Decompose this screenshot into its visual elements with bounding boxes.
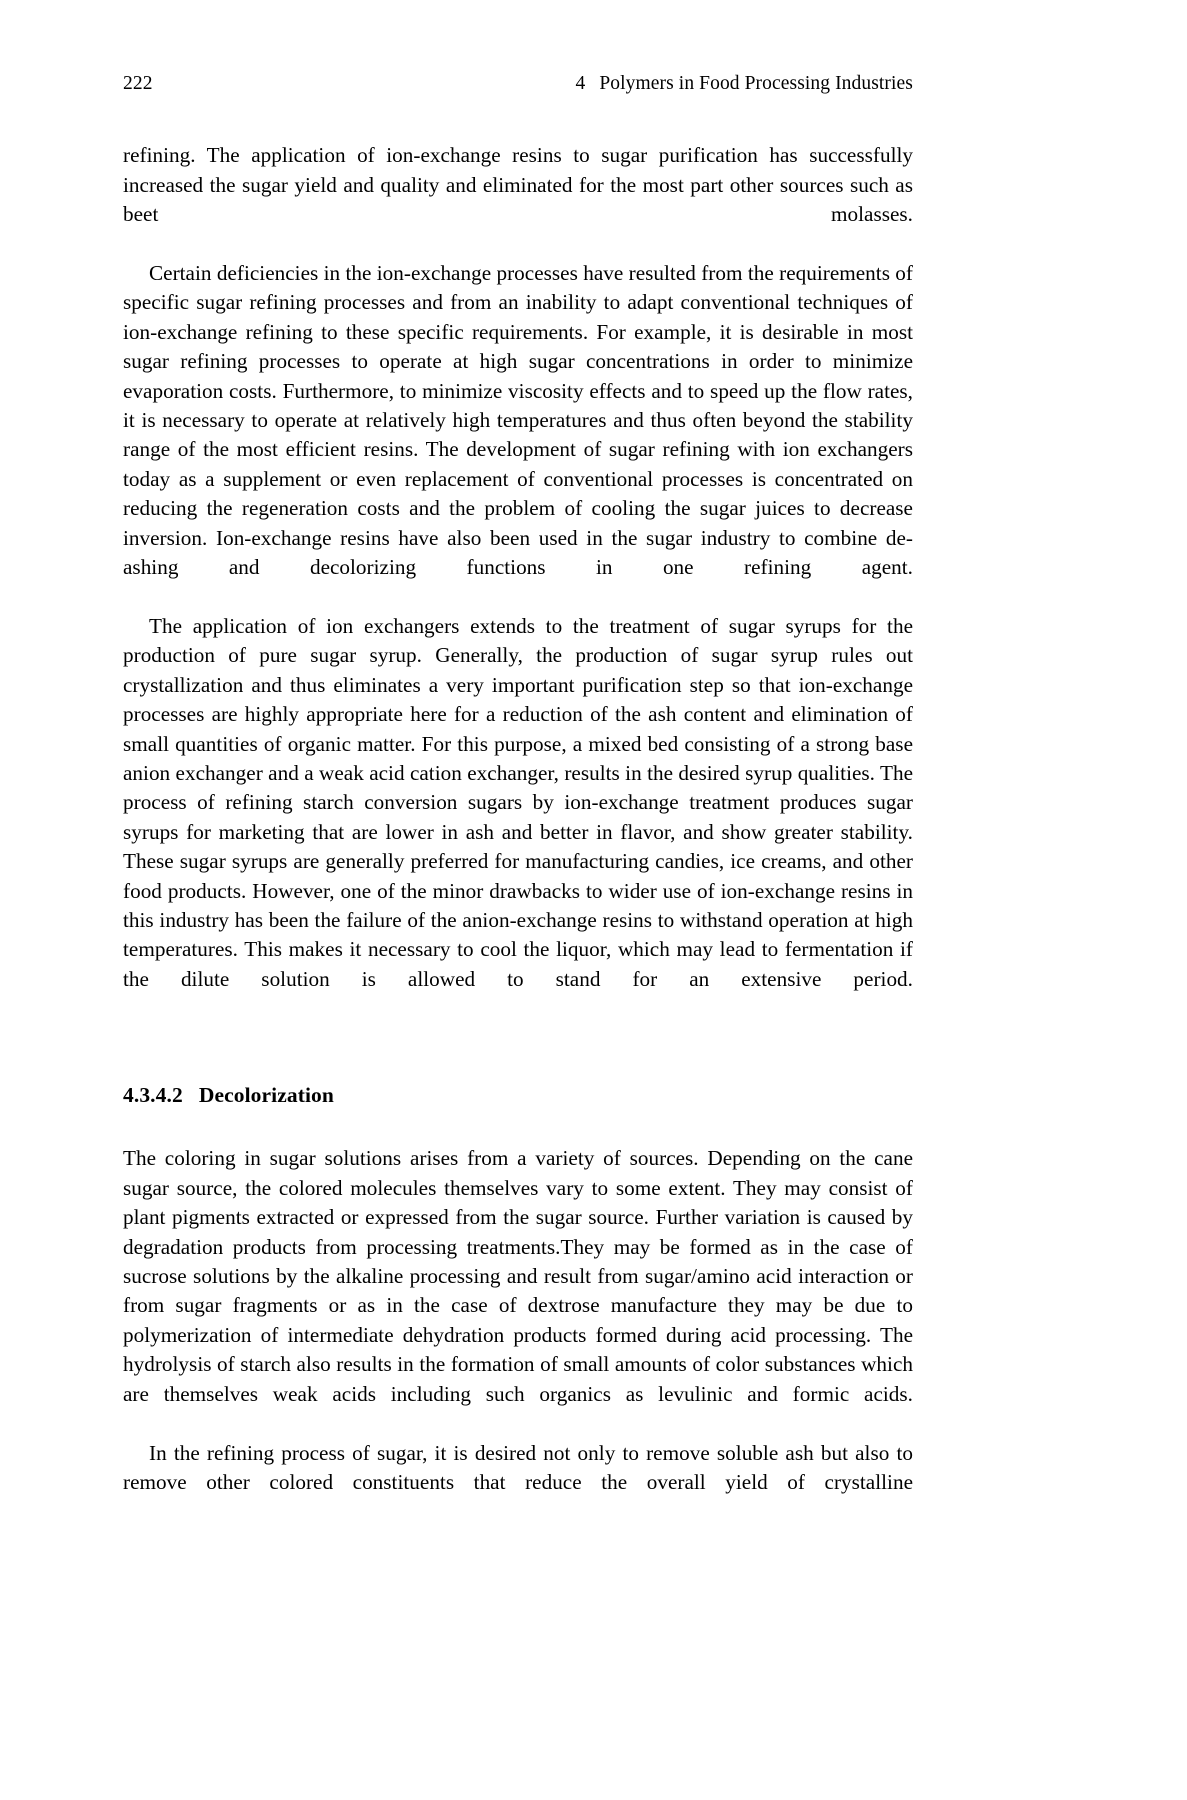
section-title: Decolorization [198, 1082, 334, 1107]
section-heading-decolorization [123, 1082, 913, 1109]
running-head-title [576, 72, 914, 95]
paragraph-refining-process: In the refining process of sugar, it is desired not only to remove soluble ash but also to remove other colored constituents that reduce the overall yield of crystalline [123, 1440, 913, 1494]
heading-bottom-space [123, 1108, 913, 1144]
paragraph-coloring: The coloring in sugar solutions arises from a variety of sources. Depending on the cane sugar source, the colored molecules themselves vary to some extent. They may consist of plant pigments extracted or expressed from the sugar source. Further variation is caused by degradation products from processing treatments.They may be formed as in the case of sucrose solutions by the alkaline processing and result from sugar/amino acid interaction or from sugar fragments or as in the case of dextrose manufacture they may be due to polymerization of intermediate dehydration products formed during acid processing. The hydrolysis of starch also results in the formation of small amounts of color substances which are themselves weak acids including such organics as levulinic and formic acids. [123, 1146, 913, 1406]
heading-top-space [123, 1024, 913, 1082]
paragraph-ion-exchangers: The application of ion exchangers extends to the treatment of sugar syrups for the production of pure sugar syrup. Generally, the production of sugar syrup rules out crystallization and thus eliminates a very important purification step so that ion-exchange processes are highly appropriate here for a reduction of the ash content and elimination of small quantities of organic matter. For this purpose, a mixed bed consisting of a strong base anion exchanger and a weak acid cation exchanger, results in the desired syrup qualities. The process of refining starch conversion sugars by ion-exchange treatment produces sugar syrups for marketing that are lower in ash and better in flavor, and show greater stability. These sugar syrups are generally preferred for manufacturing candies, ice creams, and other food products. However, one of the minor drawbacks to wider use of ion-exchange resins in this industry has been the failure of the anion-exchange resins to withstand operation at high temperatures. This makes it necessary to cool the liquor, which may lead to fermentation if the dilute solution is allowed to stand for an extensive period. [123, 613, 913, 991]
chapter-number: 4 [575, 73, 586, 94]
page-content [123, 72, 913, 1527]
chapter-title: Polymers in Food Processing Industries [599, 73, 913, 94]
paragraph-refining: refining. The application of ion-exchange resins to sugar purification has successfully increased the sugar yield and quality and eliminated for the most part other sources such as beet molasses. [123, 143, 913, 227]
section-number: 4.3.4.2 [123, 1082, 183, 1107]
page-number: 222 [123, 73, 153, 94]
paragraph-deficiencies: Certain deficiencies in the ion-exchange processes have resulted from the requirements of specific sugar refining processes and from an inability to adapt conventional techniques of ion-exchange refining to these specific requirements. For example, it is desirable in most sugar refining processes to operate at high sugar concentrations in order to minimize evaporation costs. Furthermore, to minimize viscosity effects and to speed up the flow rates, it is necessary to operate at relatively high temperatures and thus often beyond the stability range of the most efficient resins. The development of sugar refining with ion exchangers today as a supplement or even replacement of conventional processes is concentrated on reducing the regeneration costs and the problem of cooling the sugar juices to decrease inversion. Ion-exchange resins have also been used in the sugar industry to combine de-ashing and decolorizing functions in one refining agent. [123, 261, 913, 580]
running-head [123, 72, 913, 95]
